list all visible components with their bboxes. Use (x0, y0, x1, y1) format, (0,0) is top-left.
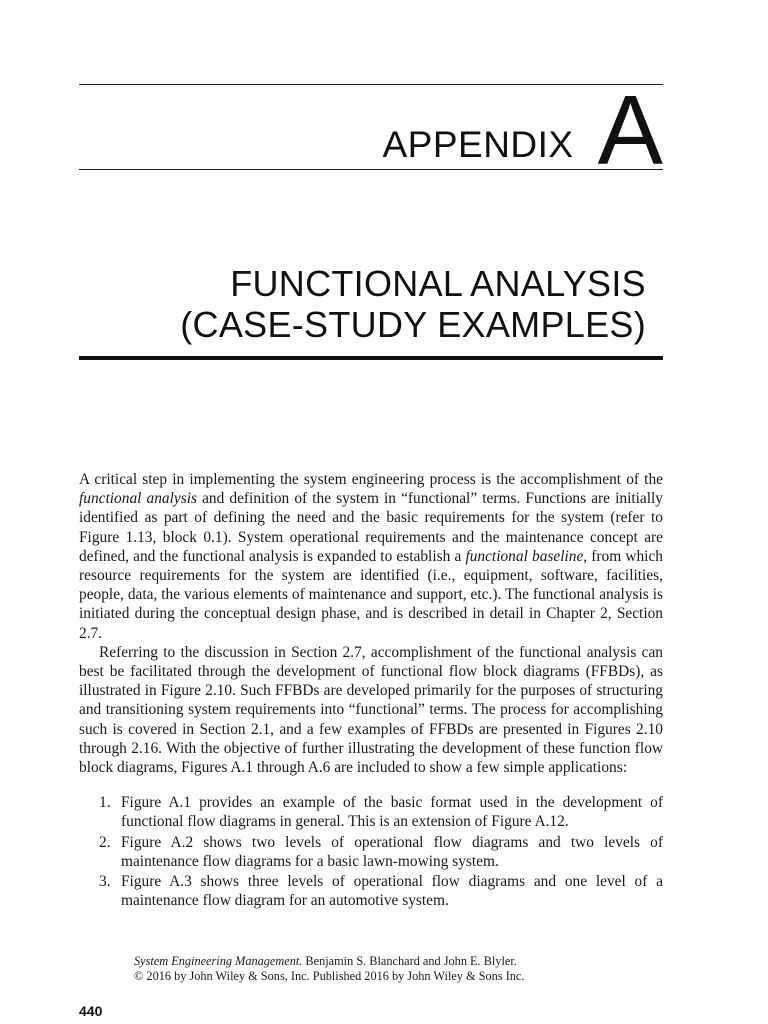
paragraph-1 (79, 470, 663, 643)
paragraph-1-part-a: A critical step in implementing the system engineering process is the accomplishment of the (79, 471, 663, 488)
page-number: 440 (79, 1003, 103, 1019)
chapter-title-line-1: FUNCTIONAL ANALYSIS (230, 263, 646, 304)
copyright-line: © 2016 by John Wiley & Sons, Inc. Published 2016 by John Wiley & Sons Inc. (134, 969, 525, 983)
term-functional-baseline: functional baseline (465, 547, 584, 565)
citation-line (134, 954, 524, 969)
title-rule (79, 356, 663, 360)
list-item (79, 872, 663, 910)
list-number: 3. (99, 873, 111, 891)
appendix-letter: A (597, 74, 663, 185)
paragraph-1-part-e: , from which resource requirements for the system are identified (i.e., equipment, software, facilities, people, data, the various elements of maintenance and support, etc.). The functional analysis is initiated during the conceptual design phase, and is described in detail in Chapter 2, Section 2.7. (79, 547, 663, 642)
paragraph-1-part-c: and definition of the system in “functional” terms. Functions are initially identified as part of defining the need and the basic requirements for the system (refer to Figure 1.13, block 0.1). System operational requirements and the maintenance concept are defined, and the functional analysis is expanded to establish a (79, 490, 663, 565)
list-text: Figure A.2 shows two levels of operational flow diagrams and two levels of maintenance flow diagrams for a basic lawn-mowing system. (121, 833, 663, 870)
list-number: 2. (99, 833, 111, 851)
body-text (79, 470, 663, 911)
list-item (79, 833, 663, 871)
chapter-title-line-2: (CASE-STUDY EXAMPLES) (180, 304, 646, 345)
paragraph-2: Referring to the discussion in Section 2.7, accomplishment of the functional analysis can best be facilitated through the development of functional flow block diagrams (FFBDs), as illustrated in Figure 2.10. Such FFBDs are developed primarily for the purposes of structuring and transitioning system requirements into “functional” terms. The process for accomplishing such is covered in Section 2.1, and a few examples of FFBDs are presented in Figures 2.10 through 2.16. With the objective of further illustrating the development of these function flow block diagrams, Figures A.1 through A.6 are included to show a few simple applications: (79, 643, 663, 777)
appendix-word: APPENDIX (382, 124, 574, 165)
appendix-heading (382, 74, 664, 185)
book-title: System Engineering Management. (134, 954, 303, 968)
list-text: Figure A.3 shows three levels of operational flow diagrams and one level of a maintenance flow diagram for an automotive system. (121, 873, 663, 910)
list-number: 1. (99, 794, 111, 812)
list-text: Figure A.1 provides an example of the basic format used in the development of functional flow diagrams in general. This is an extension of Figure A.12. (121, 794, 663, 831)
heading-rule (79, 169, 663, 170)
source-footnote (134, 954, 524, 984)
term-functional-analysis: functional analysis (79, 490, 197, 508)
figure-list (79, 793, 663, 910)
chapter-title (180, 263, 646, 345)
book-authors: Benjamin S. Blanchard and John E. Blyler. (302, 954, 517, 968)
list-item (79, 793, 663, 831)
